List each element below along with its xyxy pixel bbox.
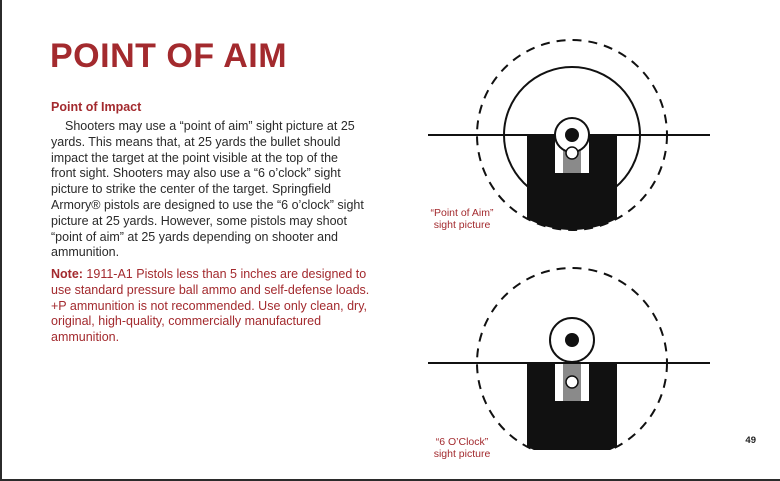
note-paragraph: [51, 267, 371, 346]
body-paragraph: Shooters may use a “point of aim” sight picture at 25 yards. This means that, at 25 yards the bullet should impact the target at the point visible at the top of the front sight. Shooters may also use a “6 o’clock” sight picture to strike the center of the target. Springfield Armory® pistols are designed to use the “6 o’clock” sight picture at 25 yards. However, some pistols may shoot “point of aim” at 25 yards depending on shooter and ammunition.: [51, 119, 364, 260]
six-oclock-caption: [416, 436, 508, 460]
rear-sight-notch-left: [555, 363, 563, 401]
rear-sight-notch-right: [581, 363, 589, 401]
sight-picture-diagrams: [422, 30, 722, 450]
page-number: 49: [745, 435, 756, 446]
point-of-aim-caption: [416, 207, 508, 231]
front-sight-dot: [566, 376, 578, 388]
caption-line-2: sight picture: [433, 448, 491, 460]
caption-line-2: sight picture: [433, 219, 491, 231]
caption-line-1: “Point of Aim”: [430, 207, 494, 219]
section-heading: Point of Impact: [51, 100, 142, 114]
caption-line-1: “6 O’Clock”: [435, 436, 489, 448]
front-sight-dot: [566, 147, 578, 159]
note-label: Note:: [51, 267, 83, 281]
page-title: POINT OF AIM: [50, 37, 288, 75]
six-oclock-diagram: [428, 268, 710, 450]
bullseye-dot: [565, 128, 579, 142]
note-text: 1911-A1 Pistols less than 5 inches are designed to use standard pressure ball ammo and self-defense loads. +P ammunition is not recommended. Use only clean, dry, original, high-quality, commercially manufactured ammunition.: [51, 267, 370, 345]
bullseye-dot: [565, 333, 579, 347]
